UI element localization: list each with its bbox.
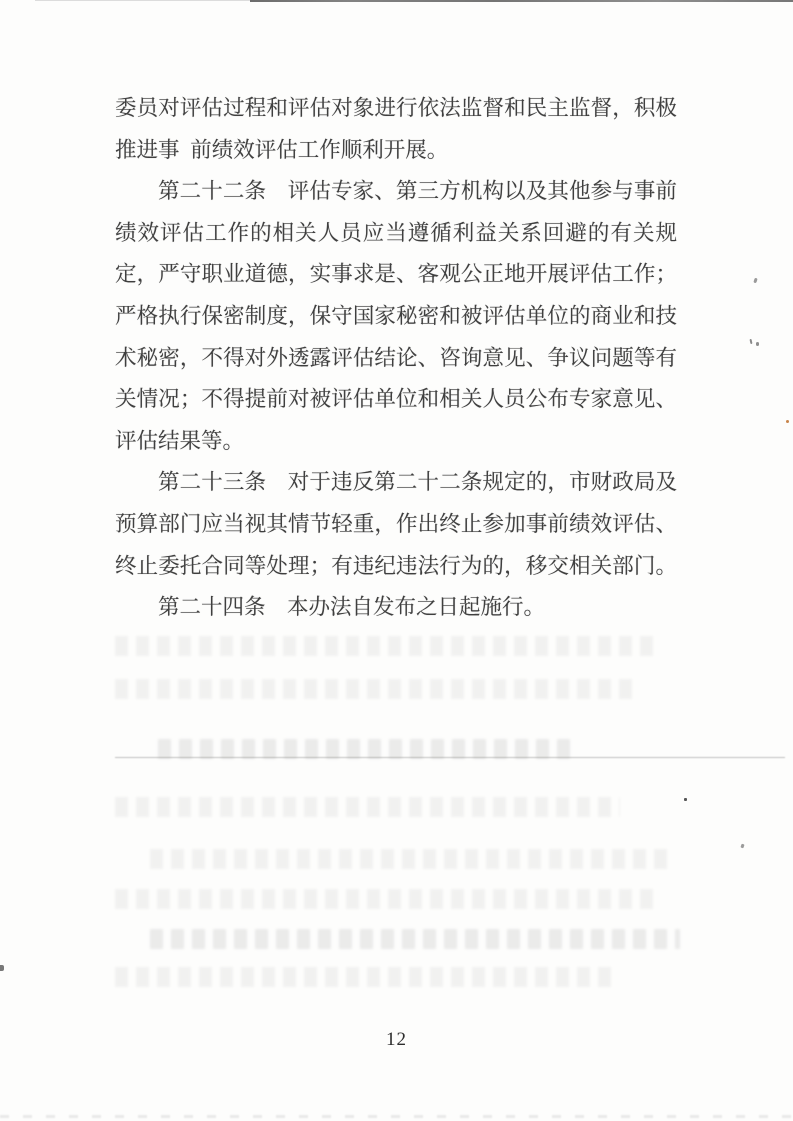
text-line: 终止委托合同等处理；有违纪违法行为的，移交相关部门。 (115, 553, 677, 578)
bleedthrough-row (158, 739, 578, 759)
top-edge-scan-line-faint (35, 0, 250, 1)
scan-speck (684, 798, 687, 801)
text-line: 关情况；不得提前对被评估单位和相关人员公布专家意见、 (115, 387, 677, 412)
text-line: 推进事 前绩效评估工作顺利开展。 (115, 137, 449, 162)
text-line: 评估结果等。 (115, 428, 245, 453)
scan-speck (740, 844, 744, 849)
text-line: 术秘密，不得对外透露评估结论、咨询意见、争议问题等有 (115, 345, 677, 370)
page-number: 12 (386, 1029, 407, 1050)
bleedthrough-row (150, 849, 670, 869)
scan-speck (753, 278, 757, 284)
scan-speck (756, 342, 759, 346)
bottom-edge-scan-noise (0, 1115, 793, 1118)
text-line: 严格执行保密制度，保守国家秘密和被评估单位的商业和技 (115, 303, 677, 328)
bleedthrough-row (115, 636, 660, 656)
bleedthrough-row (115, 797, 620, 817)
text-line: 第二十四条 本办法自发布之日起施行。 (158, 595, 546, 620)
text-line: 绩效评估工作的相关人员应当遵循利益关系回避的有关规 (115, 220, 677, 245)
bleedthrough-row (150, 929, 680, 949)
scan-speck (0, 965, 4, 971)
text-line: 定，严守职业道德，实事求是、客观公正地开展评估工作； (115, 262, 677, 287)
text-line: 第二十三条 对于违反第二十二条规定的，市财政局及 (158, 470, 677, 495)
bleedthrough-underline (115, 757, 785, 758)
bleedthrough-row (115, 679, 640, 699)
top-edge-scan-line (250, 0, 793, 2)
scan-speck (786, 420, 789, 423)
text-line: 预算部门应当视其情节轻重，作出终止参加事前绩效评估、 (115, 511, 677, 536)
text-line: 委员对评估过程和评估对象进行依法监督和民主监督，积极 (115, 96, 677, 120)
text-line: 第二十二条 评估专家、第三方机构以及其他参与事前 (158, 179, 677, 204)
body-text (115, 88, 677, 629)
bleedthrough-row (115, 967, 615, 987)
bleedthrough-row (115, 889, 660, 909)
scan-speck (750, 339, 753, 344)
